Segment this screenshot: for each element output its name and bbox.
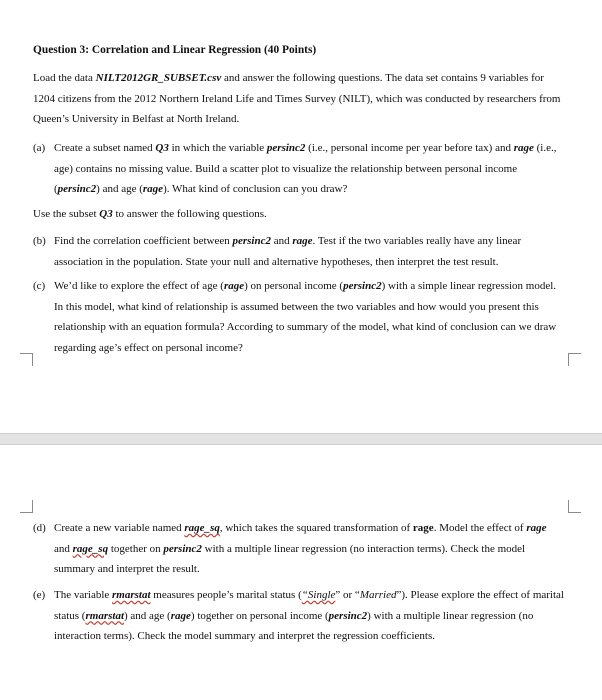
dataset-filename: NILT2012GR_SUBSET.csv — [95, 72, 222, 84]
item-label: (b) — [33, 235, 46, 247]
item-label: (a) — [33, 142, 46, 154]
crop-mark-top-left — [20, 353, 33, 366]
crop-mark-bottom-right — [568, 500, 581, 513]
question-item-a: (a) Create a subset named Q3 in which the variable persinc2 (i.e., personal income per year before tax) and rage (i.e., age) contains no missing value. Build a scatter plot to visualize the relationship between personal income (persinc2) and age (rage). What kind of conclusion can you draw? — [33, 138, 565, 200]
page-separator — [0, 433, 602, 445]
question-item-c: (c) We’d like to explore the effect of age (rage) on personal income (persinc2) with a simple linear regression model. In this model, what kind of relationship is assumed between the two variables and how would you present this relationship with an equation formula? According to summary of the model, what kind of conclusion can we draw regarding age’s effect on personal income? — [33, 276, 565, 358]
question-item-d: (d) Create a new variable named rage_sq, which takes the squared transformation of rage. Model the effect of rage and rage_sq together on persinc2 with a multiple linear regression (no interaction terms). Check the model summary and interpret the result. — [33, 518, 565, 580]
question-item-b: (b) Find the correlation coefficient between persinc2 and rage. Test if the two variables really have any linear association in the population. State your null and alternative hypotheses, then interpret the test result. — [33, 231, 565, 272]
use-subset-line: Use the subset Q3 to answer the following questions. — [33, 208, 267, 220]
crop-mark-top-right — [568, 353, 581, 366]
item-label: (c) — [33, 280, 46, 292]
intro-paragraph: Load the data NILT2012GR_SUBSET.csv and answer the following questions. The data set contains 9 variables for 1204 citizens from the 2012 Northern Ireland Life and Times Survey (NILT), which was conducted by researchers from Queen’s University in Belfast at North Ireland. — [33, 72, 561, 125]
item-label: (d) — [33, 522, 46, 534]
crop-mark-bottom-left — [20, 500, 33, 513]
question-heading: Question 3: Correlation and Linear Regression (40 Points) — [33, 44, 317, 56]
question-item-e: (e) The variable rmarstat measures people’s marital status (“Single” or “Married”). Please explore the effect of marital status (rmarstat) and age (rage) together on personal income (persinc2) with a multiple linear regression (no interaction terms). Check the model summary and interpret the regression coefficients. — [33, 585, 565, 647]
item-label: (e) — [33, 589, 46, 601]
